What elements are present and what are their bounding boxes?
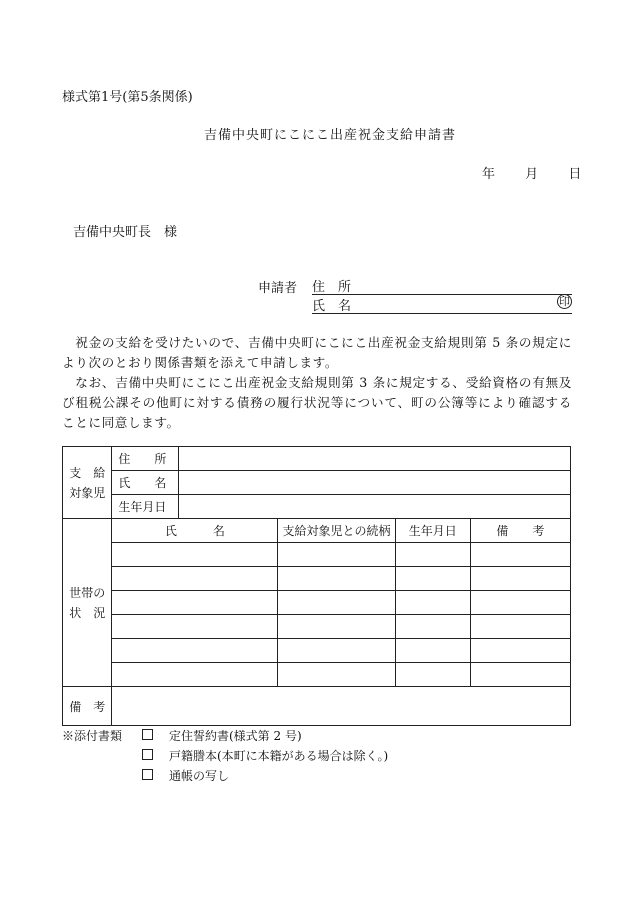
date-day-label: 日 — [568, 167, 582, 182]
household-relation-cell[interactable] — [278, 615, 395, 639]
household-row — [63, 663, 571, 687]
household-row — [63, 567, 571, 591]
child-address-label: 住 所 — [112, 447, 179, 471]
household-notes-cell[interactable] — [470, 615, 570, 639]
date-year-label: 年 — [482, 167, 496, 182]
checkbox-icon[interactable] — [142, 769, 153, 780]
household-birth-cell[interactable] — [395, 639, 470, 663]
household-notes-cell[interactable] — [470, 567, 570, 591]
consent-paragraph-1: 祝金の支給を受けたいので、吉備中央町にこにこ出産祝金支給規則第 5 条の規定により次のとおり関係書類を添えて申請します。 — [62, 335, 572, 370]
household-relation-cell[interactable] — [278, 567, 395, 591]
household-notes-cell[interactable] — [470, 543, 570, 567]
household-relation-cell[interactable] — [278, 663, 395, 687]
household-birth-cell[interactable] — [395, 591, 470, 615]
seal-mark-icon: 印 — [559, 295, 570, 308]
attachment-item: 定住誓約書(様式第 2 号) — [142, 727, 302, 744]
col-header-relation: 支給対象児との続柄 — [278, 519, 395, 543]
application-table — [62, 446, 571, 726]
consent-paragraph-2: なお、吉備中央町にこにこ出産祝金支給規則第 3 条に規定する、受給資格の有無及び租税公課その他町に対する債務の履行状況等について、町の公簿等により確認することに同意します。 — [62, 375, 572, 430]
household-birth-cell[interactable] — [395, 663, 470, 687]
checkbox-icon[interactable] — [142, 729, 153, 740]
child-name-cell[interactable] — [179, 471, 571, 495]
household-relation-cell[interactable] — [278, 639, 395, 663]
checkbox-icon[interactable] — [142, 749, 153, 760]
household-row — [63, 639, 571, 663]
addressee: 吉備中央町長 様 — [73, 225, 178, 240]
household-birth-cell[interactable] — [395, 543, 470, 567]
child-birth-cell[interactable] — [179, 495, 571, 519]
household-name-cell[interactable] — [112, 591, 278, 615]
household-birth-cell[interactable] — [395, 567, 470, 591]
attachment-item: 戸籍謄本(本町に本籍がある場合は除く。) — [142, 747, 388, 764]
col-header-notes: 備 考 — [470, 519, 570, 543]
child-address-cell[interactable] — [179, 447, 571, 471]
remarks-cell[interactable] — [112, 687, 571, 726]
attachments-label: ※添付書類 — [62, 729, 123, 743]
household-row — [63, 615, 571, 639]
applicant-name-label: 氏 名 — [312, 299, 352, 314]
form-title: 吉備中央町にこにこ出産祝金支給申請書 — [203, 128, 456, 143]
attachment-item: 通帳の写し — [142, 767, 229, 784]
household-name-cell[interactable] — [112, 567, 278, 591]
household-notes-cell[interactable] — [470, 639, 570, 663]
applicant-address-label: 住 所 — [312, 280, 352, 295]
household-notes-cell[interactable] — [470, 591, 570, 615]
household-birth-cell[interactable] — [395, 615, 470, 639]
household-row — [63, 543, 571, 567]
household-row — [63, 591, 571, 615]
form-number: 様式第1号(第5条関係) — [62, 90, 193, 105]
household-notes-cell[interactable] — [470, 663, 570, 687]
applicant-label: 申請者 — [258, 281, 298, 296]
date-month-label: 月 — [525, 167, 539, 182]
household-name-cell[interactable] — [112, 663, 278, 687]
household-relation-cell[interactable] — [278, 543, 395, 567]
remarks-label: 備 考 — [63, 687, 112, 726]
applicant-address-field[interactable] — [312, 276, 572, 295]
child-name-label: 氏 名 — [112, 471, 179, 495]
col-header-name: 氏 名 — [112, 519, 278, 543]
household-section-label: 世帯の 状 況 — [63, 519, 112, 687]
col-header-birth: 生年月日 — [395, 519, 470, 543]
household-name-cell[interactable] — [112, 639, 278, 663]
household-relation-cell[interactable] — [278, 591, 395, 615]
applicant-name-field[interactable] — [312, 295, 572, 314]
child-section-label: 支 給 対象児 — [63, 447, 112, 519]
household-name-cell[interactable] — [112, 615, 278, 639]
household-name-cell[interactable] — [112, 543, 278, 567]
child-birth-label: 生年月日 — [112, 495, 179, 519]
date-line — [482, 163, 581, 182]
